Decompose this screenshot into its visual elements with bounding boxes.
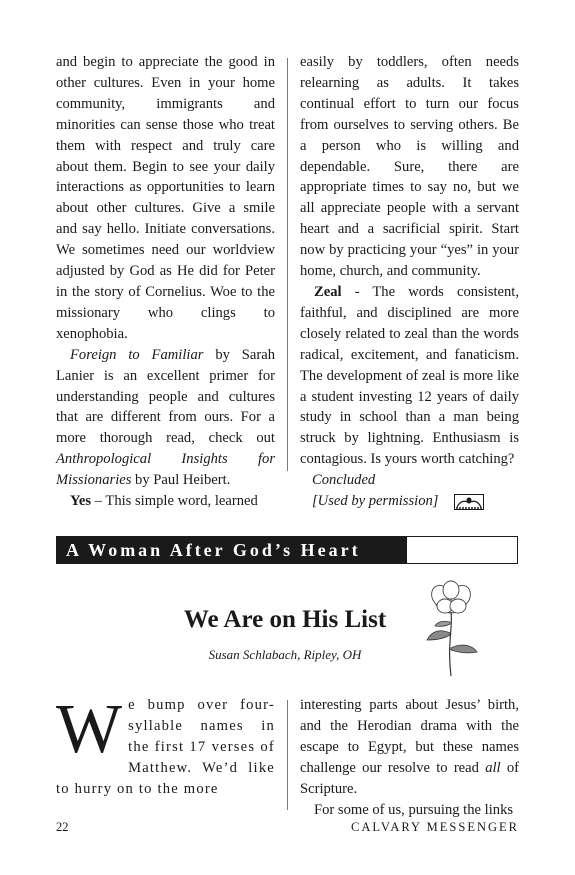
article-author: Susan Schlabach, Ripley, OH [208, 647, 362, 662]
article-column-left [56, 691, 275, 800]
paragraph [56, 491, 275, 512]
paragraph-text: - The words consistent, faithful, and disciplined are more closely related to zeal than the words radical, excitement, and fanaticism. The development of zeal is more like a student investing 12 years of daily study in school than a man being struck by lightning. Enthusiasm is contagious. Is yours worth catching? [300, 283, 519, 468]
text-column-right [300, 52, 519, 512]
paragraph [56, 691, 275, 800]
permission-line [300, 491, 519, 512]
paragraph-text: – This simple word, learned [91, 493, 258, 510]
paragraph-text: by Sarah Lanier is an excellent primer for understanding people and cultures that are different from ours. For a more thorough read, check out [56, 346, 276, 447]
book-title: Anthropological Insights for Missionaries [56, 451, 275, 489]
term-heading: Yes [70, 493, 92, 510]
paragraph-text: of Scripture. [300, 759, 519, 797]
column-divider [287, 700, 288, 810]
paragraph-text: interesting parts about Jesus’ birth, and the Herodian drama with the escape to Egypt, but these names challenge our resolve to read [300, 697, 519, 776]
paragraph [56, 345, 275, 491]
paragraph-text: by Paul Heibert. [131, 472, 231, 489]
drop-cap: W [56, 691, 123, 768]
publication-name: CALVARY MESSENGER [351, 820, 519, 834]
column-divider [287, 58, 288, 471]
paragraph: For some of us, pursuing the links [314, 801, 514, 818]
book-title: Foreign to Familiar [70, 346, 204, 363]
permission-note: [Used by permission] [312, 493, 439, 510]
term-heading: Zeal [314, 283, 342, 300]
end-mark-icon [454, 494, 484, 510]
section-banner-title: A Woman After God’s Heart [57, 537, 407, 563]
paragraph [300, 282, 519, 470]
paragraph: and begin to appreciate the good in other cultures. Even in your home community, immigrants and minorities can sense those who treat them with respect and truly care about them. Begin to see your daily interactions as opportunities to learn about other cultures. Give a smile and say hello. Initiate conversations. We sometimes need our worldview adjusted by God as He did for Peter in the story of Cornelius. Woe to the missionary who clings to xenophobia. [56, 54, 275, 342]
article-column-right [300, 695, 519, 820]
page-number: 22 [56, 820, 69, 834]
article-title: We Are on His List [183, 606, 387, 633]
flower-illustration-icon [415, 578, 487, 678]
paragraph-continuation [300, 695, 519, 800]
emphasis: all [485, 759, 501, 776]
paragraph-text: e bump over four-syllable names in the first 17 verses of Matthew. We’d like to hurry on to the more [56, 697, 275, 797]
paragraph: easily by toddlers, often needs relearning as adults. It takes continual effort to turn our focus from ourselves to serving others. Be a person who is willing and dependable. Sure, there are appropriate times to say no, but we all appreciate people with a servant heart and a sacrificial spirit. Start now by practicing your “yes” in your home, church, and community. [300, 54, 519, 280]
concluded-note: Concluded [312, 472, 376, 489]
text-column-left [56, 52, 275, 512]
section-banner [56, 536, 518, 564]
